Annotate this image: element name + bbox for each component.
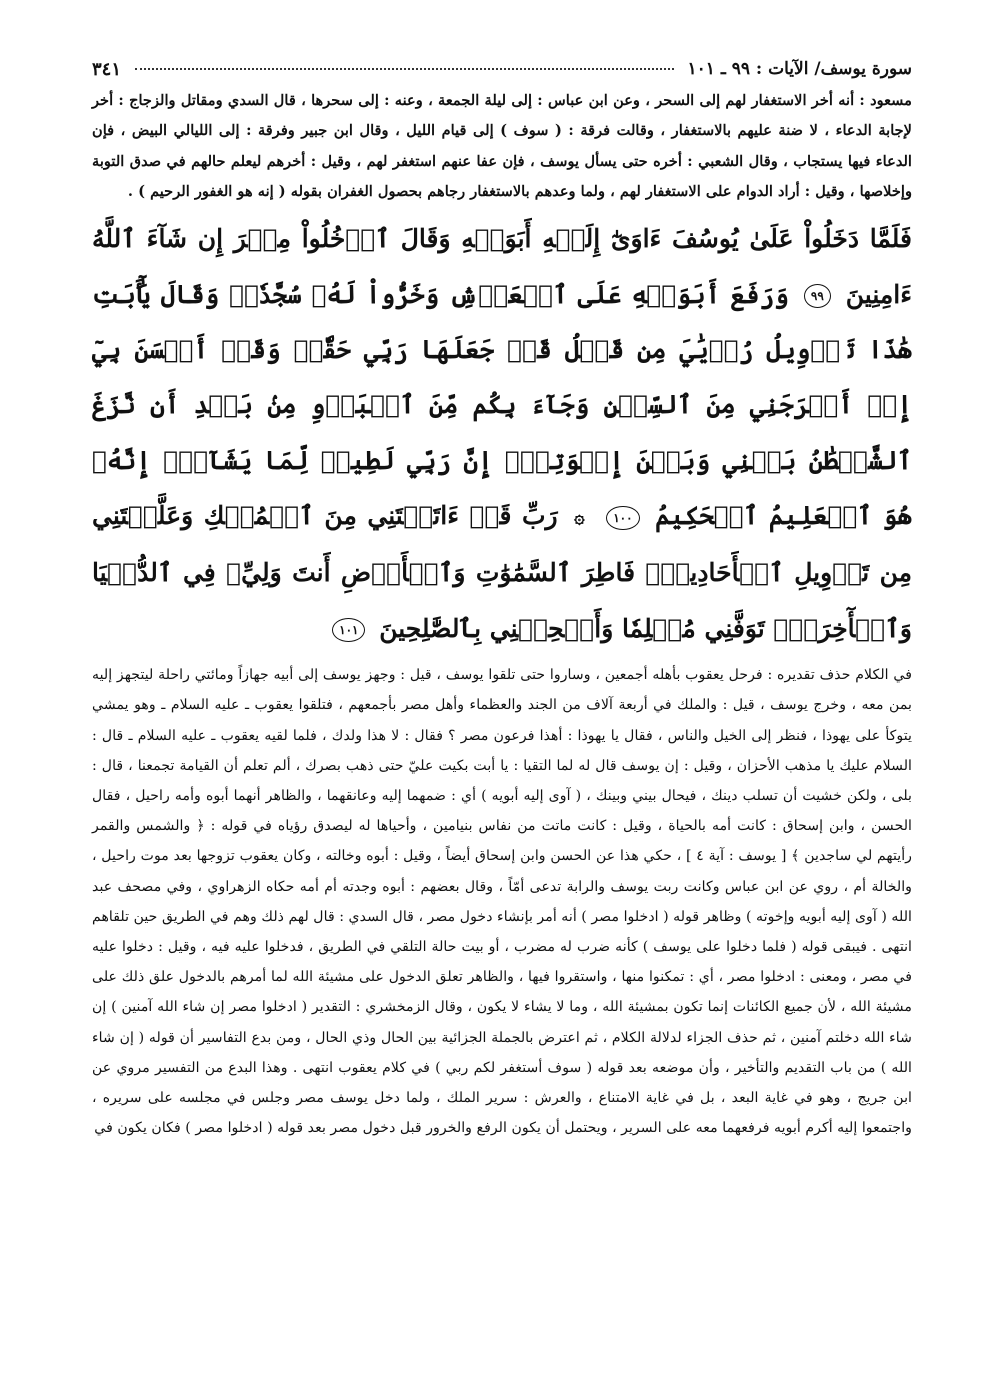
- ayah-number-101: ١٠١: [332, 618, 365, 642]
- rub-el-hizb-icon: ۞: [574, 507, 585, 529]
- book-page: [92, 52, 912, 1352]
- verse-100-text: وَرَفَعَ أَبَوَيۡهِ عَلَى ٱلۡعَرۡشِ وَخَرُّواْ لَهُۥ سُجَّدٗاۖ وَقَالَ يَٰٓأَبَتِ هَٰذَا تَأۡوِيلُ رُءۡيَٰيَ مِن قَبۡلُ قَدۡ جَعَلَهَا رَبِّي حَقّٗاۖ وَقَدۡ أَحۡسَنَ بِيٓ إِذۡ أَخۡرَجَنِي مِنَ ٱلسِّجۡنِ وَجَآءَ بِكُم مِّنَ ٱلۡبَدۡوِ مِنۢ بَعۡدِ أَن نَّزَغَ ٱلشَّيۡطَٰنُ بَيۡنِي وَبَيۡنَ إِخۡوَتِيٓۚ إِنَّ رَبِّي لَطِيفٞ لِّمَا يَشَآءُۚ إِنَّهُۥ هُوَ ٱلۡعَلِيمُ ٱلۡحَكِيمُ: [92, 279, 912, 531]
- dotted-leader: [135, 68, 673, 70]
- tafsir-body: في الكلام حذف تقديره : فرحل يعقوب بأهله أجمعين ، وساروا حتى تلقوا يوسف ، قيل : وجهز يوسف إلى أبيه جهازاً ومائتي راحلة ليتجهز إليه بمن معه ، وخرج يوسف ، قيل : والملك في أربعة آلاف من الجند والعظماء وأهل مصر بأجمعهم ، فتلقوا يعقوب ـ عليه السلام ـ وهو يمشي يتوكأ على يهوذا ، فنظر إلى الخيل والناس ، فقال يا يهوذا : أهذا فرعون مصر ؟ فقال : لا هذا ولدك ، فلما لقيه يعقوب ـ عليه السلام ـ قال : السلام عليك يا مذهب الأحزان ، وقيل : إن يوسف قال له لما التقيا : يا أبت بكيت عليّ حتى ذهب بصرك ، ألم تعلم أن القيامة تجمعنا ، قال : بلى ، ولكن خشيت أن تسلب دينك ، فيحال بيني وبينك ، ( آوى إليه أبويه ) أي : ضمهما إليه وعانقهما ، والظاهر أنهما أبوه وأمه راحيل ، فقال الحسن ، وابن إسحاق : كانت أمه بالحياة ، وقيل : كانت ماتت من نفاس بنيامين ، وأحياها له ليصدق رؤياه في قوله : ﴿ والشمس والقمر رأيتهم لي ساجدين ﴾ [ يوسف : آية ٤ ] ، حكي هذا عن الحسن وابن إسحاق أيضاً ، وقيل : أبوه وخالته ، وكان يعقوب تزوجها بعد موت راحيل ، والخالة أم ، روي عن ابن عباس وكانت ربت يوسف والرابة تدعى أمّاً ، وقال بعضهم : أبوه وجدته أم أمه حكاه الزهراوي ، وفي مصحف عبد الله ( آوى إليه أبويه وإخوته ) وظاهر قوله ( ادخلوا مصر ) أنه أمر بإنشاء دخول مصر ، قال السدي : قال لهم ذلك وهم في الطريق حين تلقاهم انتهى . فيبقى قوله ( فلما دخلوا على يوسف ) كأنه ضرب له مضرب ، أو بيت حالة التلقي في الطريق ، فدخلوا عليه فيه ، وقيل : دخلوا عليه في مصر ، ومعنى : ادخلوا مصر ، أي : تمكنوا منها ، واستقروا فيها ، والظاهر تعلق الدخول على مشيئة الله لما أمرهم بالدخول علق ذلك على مشيئة الله ، لأن جميع الكائنات إنما تكون بمشيئة الله ، وما لا يشاء لا يكون ، وقال الزمخشري : التقدير ( ادخلوا مصر إن شاء الله آمنين ) إن شاء الله دخلتم آمنين ، ثم حذف الجزاء لدلالة الكلام ، ثم اعترض بالجملة الجزائية بين الحال وذي الحال ، ومن بدع التفاسير أن قوله ( إن شاء الله ) من باب التقديم والتأخير ، وأن موضعه بعد قوله ( سوف أستغفر لكم ربي ) في كلام يعقوب انتهى . وهذا البدع من التفسير مروي عن ابن جريج ، وهو في غاية البعد ، بل في غاية الامتناع ، والعرش : سرير الملك ، ولما دخل يوسف مصر وجلس في مجلسه على سريره ، واجتمعوا إليه أكرم أبويه فرفعهما معه على السرير ، ويحتمل أن يكون الرفع والخرور قبل دخول مصر بعد قوله ( ادخلوا مصر ) فكان يكون في: [92, 667, 913, 1137]
- ayah-number-100: ١٠٠: [606, 506, 639, 530]
- top-commentary: مسعود : أنه أخر الاستغفار لهم إلى السحر ، وعن ابن عباس : إلى ليلة الجمعة ، وعنه : إلى سحرها ، قال السدي ومقاتل والزجاج : أخر لإجابة الدعاء ، لا ضنة عليهم بالاستغفار ، وقالت فرقة : ( سوف ) إلى قيام الليل ، وقال ابن جبير وفرقة : إلى الليالي البيض ، فإن الدعاء فيها يستجاب ، وقال الشعبي : أخره حتى يسأل يوسف ، فإن عفا عنهم استغفر لهم ، وقيل : أخرهم ليعلم حالهم في صدق التوبة وإخلاصها ، وقيل : أراد الدوام على الاستغفار لهم ، ولما وعدهم بالاستغفار رجاهم بحصول الغفران بقوله ( إنه هو الغفور الرحيم ) .: [92, 92, 912, 200]
- verse-101-text: رَبِّ قَدۡ ءَاتَيۡتَنِي مِنَ ٱلۡمُلۡكِ وَعَلَّمۡتَنِي مِن تَأۡوِيلِ ٱلۡأَحَادِيثِۚ فَاطِرَ ٱلسَّمَٰوَٰتِ وَٱلۡأَرۡضِ أَنتَ وَلِيِّۦ فِي ٱلدُّنۡيَا وَٱلۡأٓخِرَةِۖ تَوَفَّنِي مُسۡلِمٗا وَأَلۡحِقۡنِي بِٱلصَّٰلِحِينَ: [92, 501, 912, 643]
- ayah-number-99: ٩٩: [804, 284, 831, 308]
- page-header: [92, 52, 912, 86]
- page-number: ٣٤١: [92, 58, 122, 80]
- running-title: سورة يوسف/ الآيات : ٩٩ ـ ١٠١: [687, 59, 912, 79]
- quran-verses: [92, 211, 912, 656]
- verse-99-text: فَلَمَّا دَخَلُواْ عَلَىٰ يُوسُفَ ءَاوَىٰٓ إِلَيۡهِ أَبَوَيۡهِ وَقَالَ ٱدۡخُلُواْ مِصۡرَ إِن شَآءَ ٱللَّهُ ءَامِنِينَ: [92, 224, 912, 309]
